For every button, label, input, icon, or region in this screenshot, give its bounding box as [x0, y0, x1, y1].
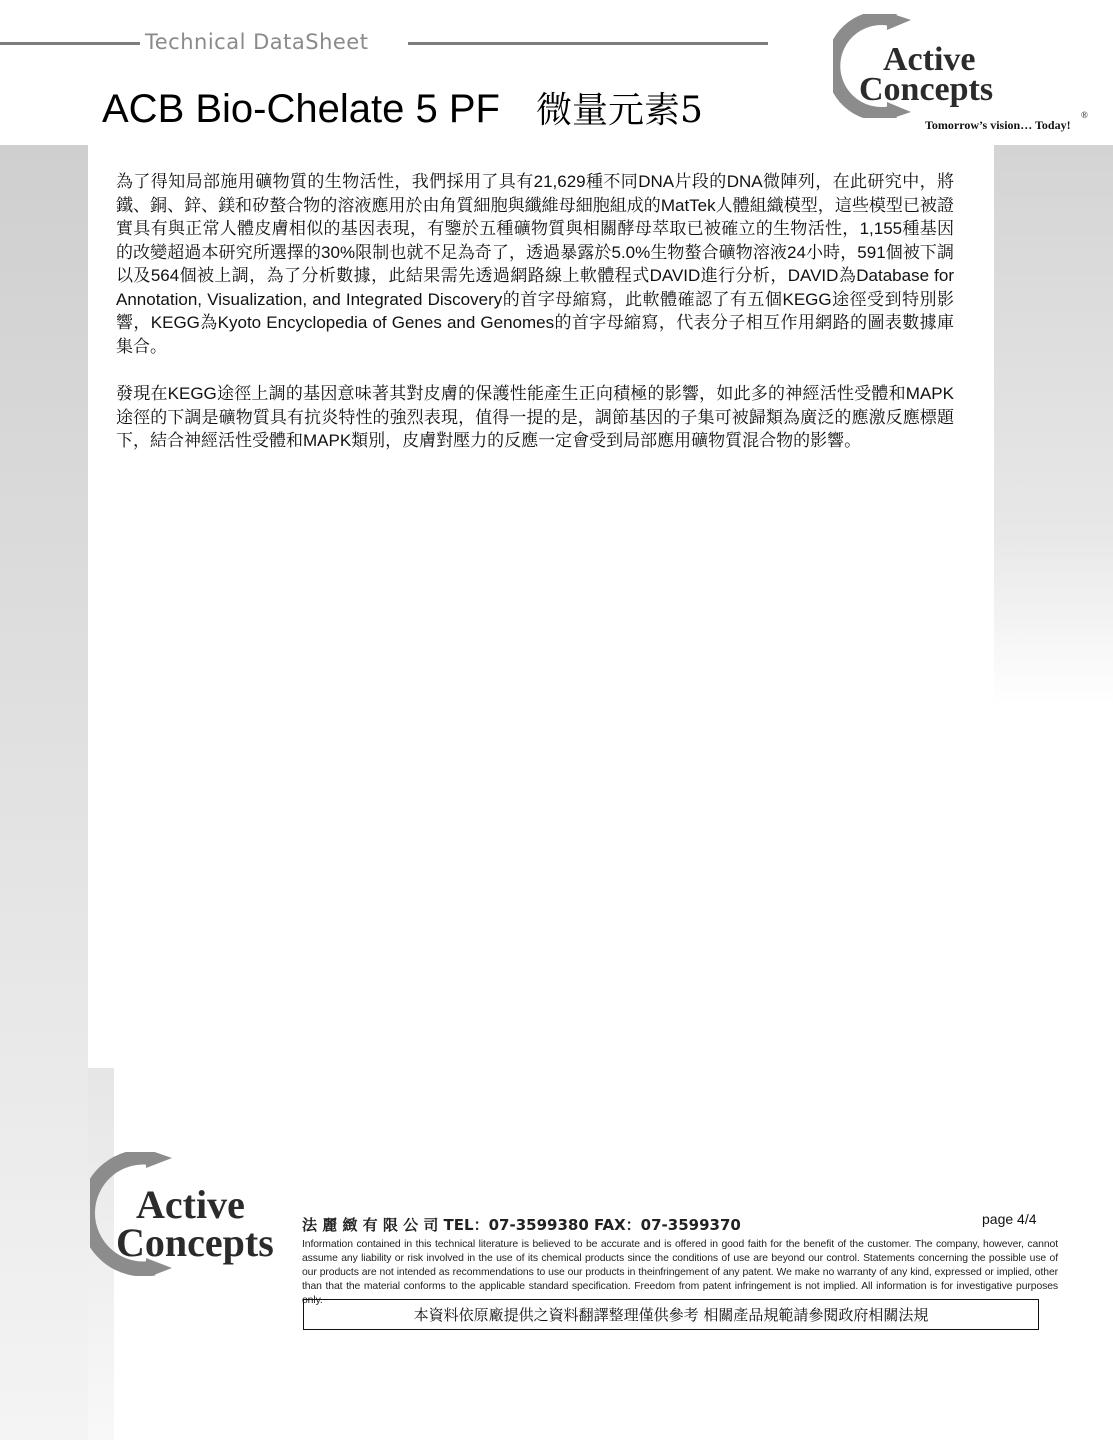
disclaimer-text: Information contained in this technical literature is believed to be accurate and is offered in good faith for the benefit of the customer. The company, however, cannot assume any liability or risk involved in the use of its chemical products since the conditions of use are beyond our control. Statements concerning the possible use of our products are not intended as recommendations to use our products in theinfringement of any patent. We make no warranty of any kind, expressed or implied, other than that the material conforms to the applicable standard specification. Freedom from patent infringement is not implied. All information is for investigative purposes only.	[302, 1239, 1058, 1306]
company-logo-top	[833, 14, 1088, 132]
logo-tagline: Tomorrow’s vision… Today!	[925, 118, 1071, 132]
logo-arrow-icon	[146, 1152, 172, 1168]
datasheet-label: Technical DataSheet	[145, 30, 369, 54]
registered-mark: ®	[1081, 110, 1088, 120]
company-logo-bottom	[90, 1152, 280, 1276]
logo-line-2: Concepts	[859, 71, 994, 108]
page-title	[102, 82, 703, 133]
header-rule-left	[0, 42, 140, 45]
right-grey-band	[994, 145, 1113, 705]
paragraph-1: 為了得知局部施用礦物質的生物活性，我們採用了具有21,629種不同DNA片段的DNA微陣列，在此研究中，將鐵、銅、鋅、鎂和矽螯合物的溶液應用於由角質細胞與纖維母細胞組成的MatTek人體組織模型，這些模型已被證實具有與正常人體皮膚相似的基因表現，有鑒於五種礦物質與相關酵母萃取已被確立的生物活性，1,155種基因的改變超過本研究所選擇的30%限制也就不足為奇了，透過暴露於5.0%生物螯合礦物溶液24小時，591個被下調以及564個被上調，為了分析數據，此結果需先透過網路線上軟體程式DAVID進行分析，DAVID為Database for Annotation, Visualization, and Integrated Discovery的首字母縮寫，此軟體確認了有五個KEGG途徑受到特別影響，KEGG為Kyoto Encyclopedia of Genes and Genomes的首字母縮寫，代表分子相互作用網路的圖表數據庫集合。	[116, 172, 954, 356]
logo-arrow-icon	[887, 14, 911, 30]
logo-line-2: Concepts	[116, 1220, 274, 1265]
page-number: page 4/4	[982, 1211, 1037, 1227]
logo-line-1: Active	[136, 1182, 245, 1227]
paragraph-2: 發現在KEGG途徑上調的基因意味著其對皮膚的保護性能產生正向積極的影響，如此多的神經活性受體和MAPK途徑的下調是礦物質具有抗炎特性的強烈表現，值得一提的是，調節基因的子集可被歸類為廣泛的應激反應標題下，結合神經活性受體和MAPK類別，皮膚對壓力的反應一定會受到局部應用礦物質混合物的影響。	[116, 384, 954, 450]
header-rule-right	[408, 42, 768, 45]
title-english: ACB Bio-Chelate 5 PF	[102, 87, 500, 131]
body-text	[116, 170, 954, 477]
logo-line-1: Active	[883, 41, 976, 78]
translation-notice: 本資料依原廠提供之資料翻譯整理僅供參考 相關產品規範請參閱政府相關法規	[303, 1299, 1039, 1330]
company-contact: 法 麗 緻 有 限 公 司 TEL：07-3599380 FAX：07-3599370	[302, 1216, 741, 1234]
title-chinese: 微量元素5	[535, 90, 703, 131]
left-grey-band	[0, 145, 88, 1440]
